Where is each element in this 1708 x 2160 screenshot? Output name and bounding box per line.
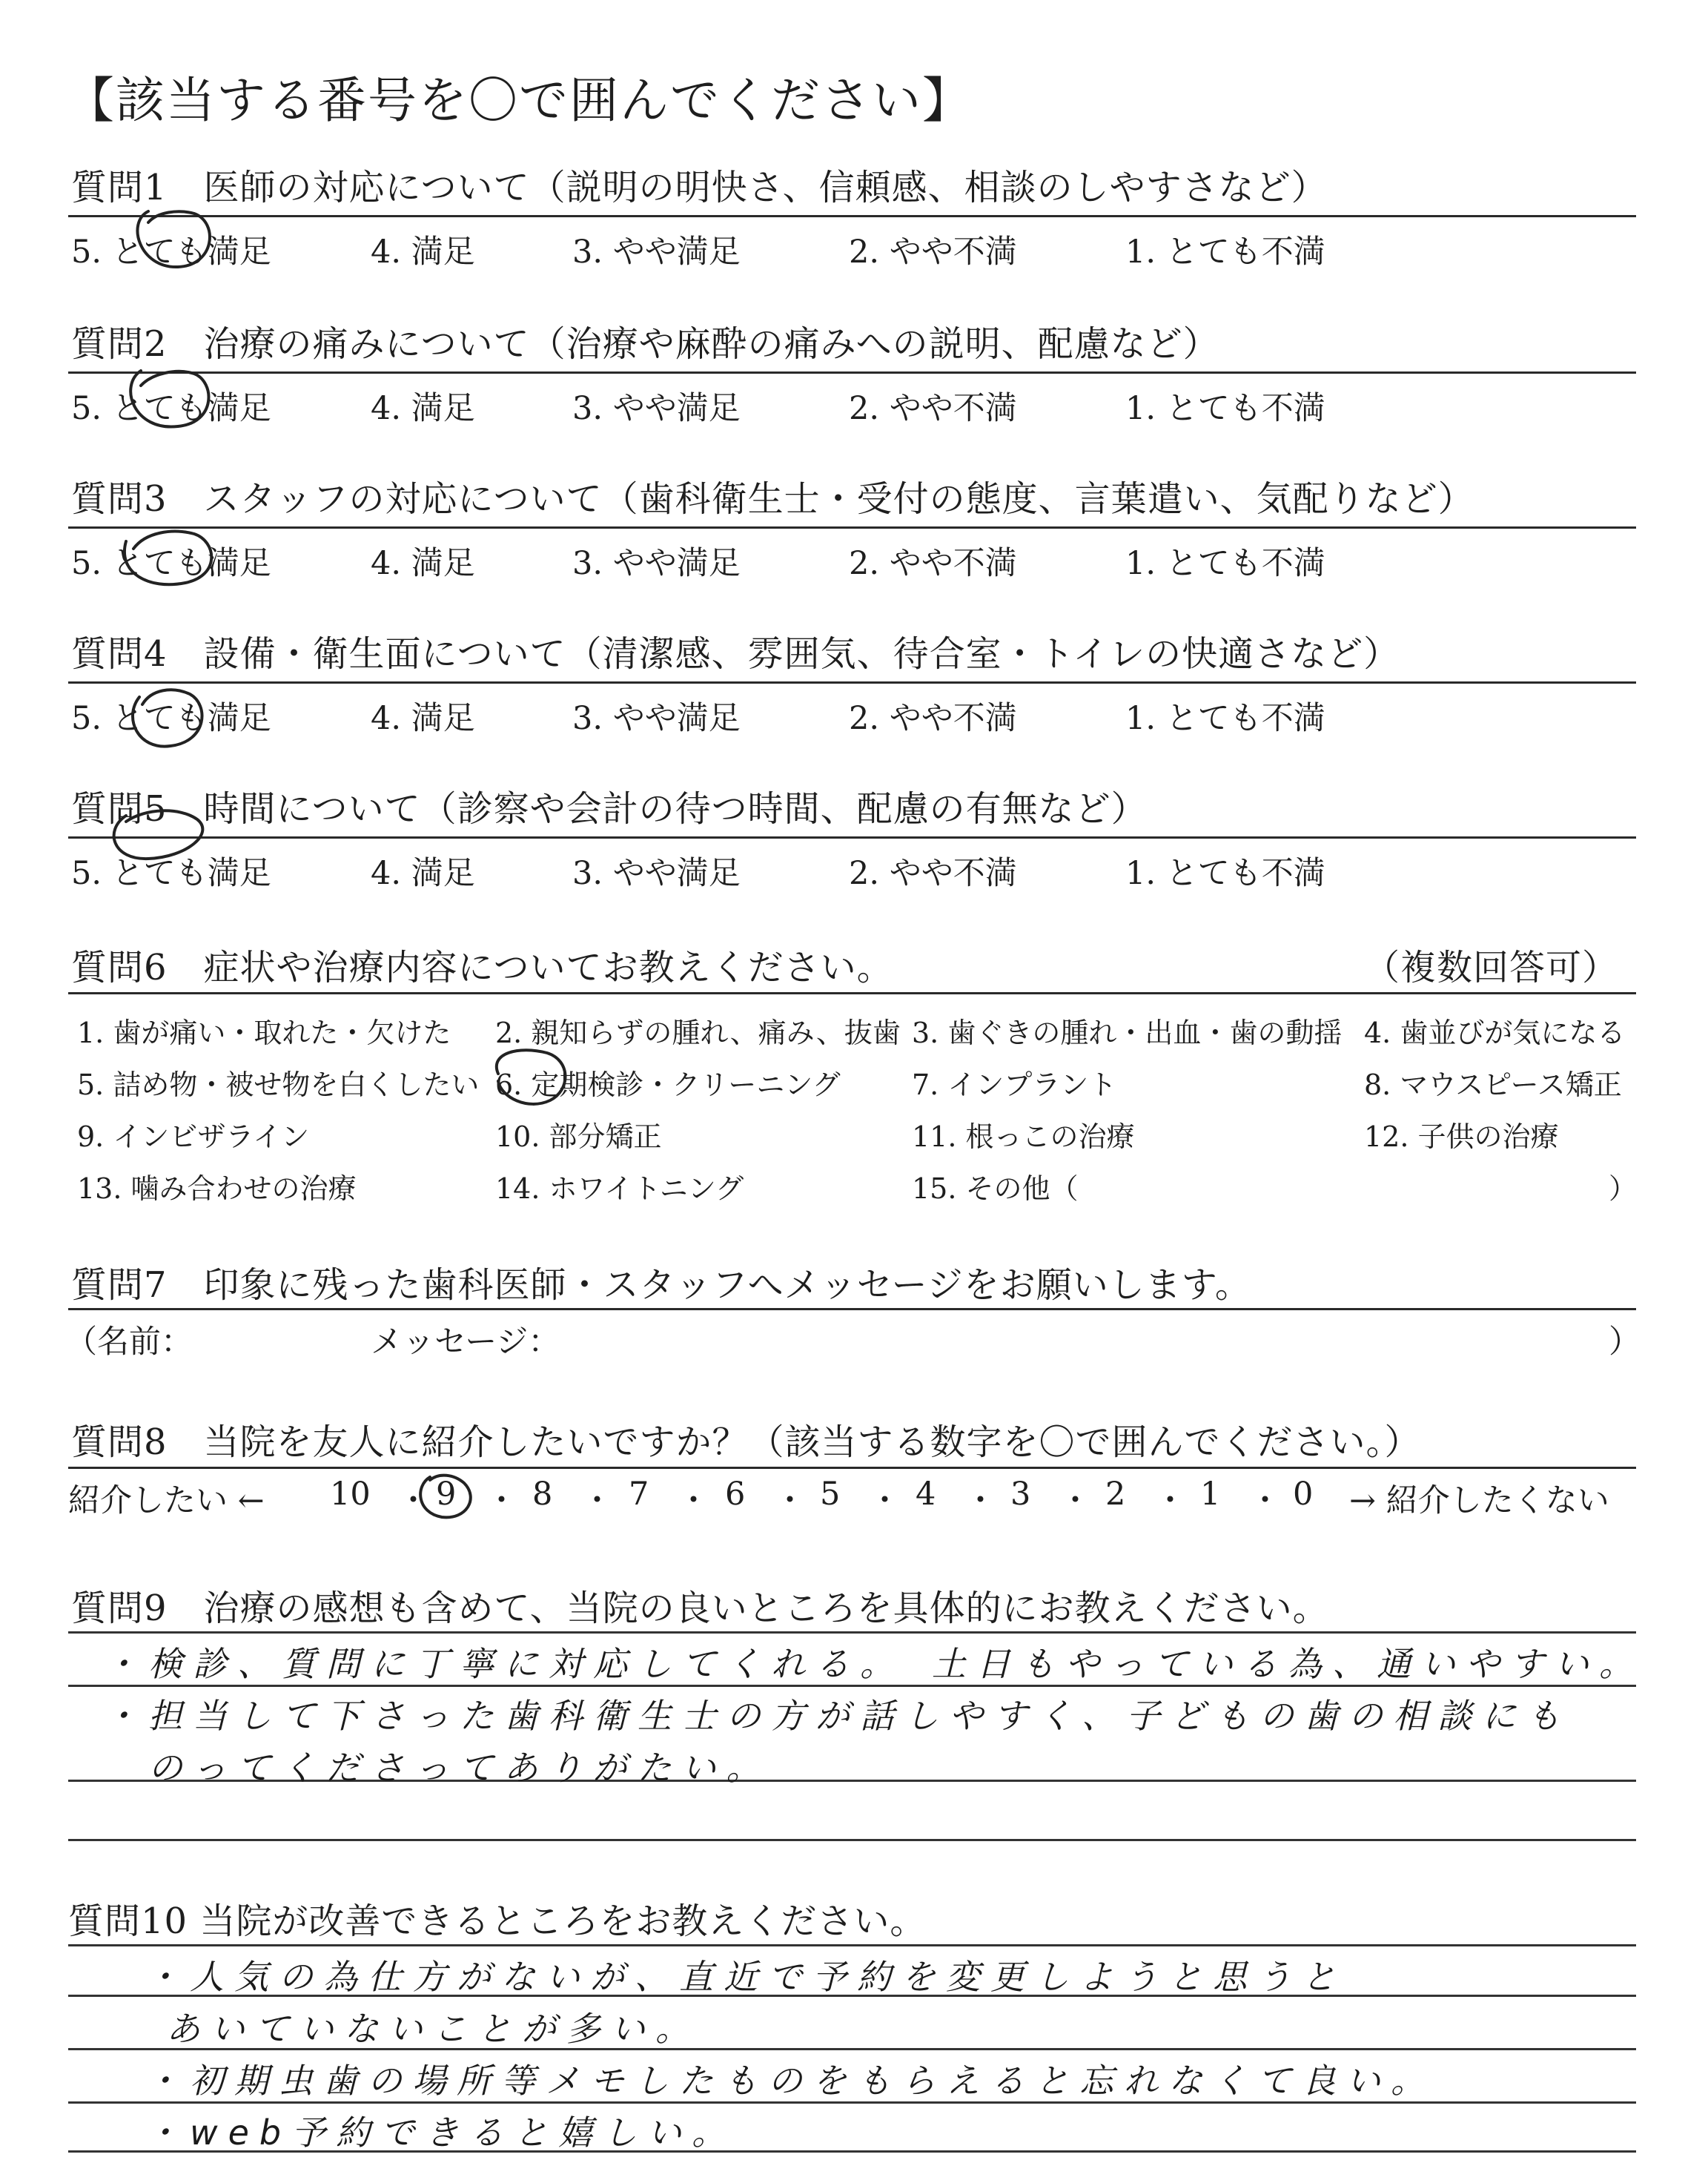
q4-option-1[interactable]: 1. とても不満 <box>1125 700 1325 737</box>
q6-option-12[interactable]: 12. 子供の治療 <box>1364 1120 1559 1153</box>
q6-option-10[interactable]: 10. 部分矯正 <box>495 1120 662 1153</box>
q7-message-label: メッセージ： <box>371 1324 560 1361</box>
question-4-title: 質問4 設備・衛生面について（清潔感、雰囲気、待合室・トイレの快適さなど） <box>71 633 1400 675</box>
q8-number-9[interactable]: 9 <box>436 1476 457 1513</box>
q6-option-2[interactable]: 2. 親知らずの腫れ、痛み、抜歯 <box>495 1017 901 1049</box>
q8-number-0[interactable]: 0 <box>1293 1476 1314 1513</box>
q5-option-3[interactable]: 3. やや満足 <box>572 855 741 892</box>
q1-selection-circle <box>137 211 209 267</box>
q8-number-3[interactable]: 3 <box>1010 1476 1031 1513</box>
form-heading: 【該当する番号を〇で囲んでください】 <box>65 72 973 129</box>
q3-option-2[interactable]: 2. やや不満 <box>849 545 1017 582</box>
q3-option-4[interactable]: 4. 満足 <box>371 545 475 582</box>
q8-dot: ・ <box>1154 1482 1186 1519</box>
q6-option-7[interactable]: 7. インプラント <box>912 1069 1117 1101</box>
q2-option-4[interactable]: 4. 満足 <box>371 390 475 427</box>
q8-number-8[interactable]: 8 <box>532 1476 553 1513</box>
q1-option-1[interactable]: 1. とても不満 <box>1125 234 1325 271</box>
q5-option-5[interactable]: 5. とても満足 <box>71 855 271 892</box>
q9-answer-line-2: ・担当して下さった歯科衛生士の方が話しやすく、子どもの歯の相談にも <box>104 1696 1572 1736</box>
q5-option-1[interactable]: 1. とても不満 <box>1125 855 1325 892</box>
q8-dot: ・ <box>486 1482 517 1519</box>
q3-option-1[interactable]: 1. とても不満 <box>1125 545 1325 582</box>
q8-number-1[interactable]: 1 <box>1200 1476 1221 1513</box>
question-8-title: 質問8 当院を友人に紹介したいですか？（該当する数字を〇で囲んでください。） <box>71 1421 1421 1463</box>
q8-dot: ・ <box>774 1482 806 1519</box>
q7-close-paren: ） <box>1609 1324 1641 1361</box>
q8-scale-right-label: → 紹介したくない <box>1349 1482 1609 1519</box>
q8-dot: ・ <box>397 1482 429 1519</box>
q10-answer-line-4: ・web予約できると嬉しい。 <box>145 2113 737 2153</box>
q2-option-1[interactable]: 1. とても不満 <box>1125 390 1325 427</box>
q6-option-14[interactable]: 14. ホワイトニング <box>495 1172 744 1205</box>
q6-option-8[interactable]: 8. マウスピース矯正 <box>1364 1069 1622 1101</box>
q2-option-3[interactable]: 3. やや満足 <box>572 390 741 427</box>
question-7-title: 質問7 印象に残った歯科医師・スタッフへメッセージをお願いします。 <box>71 1264 1251 1306</box>
q9-answer-line-1: ・検診、質問に丁寧に対応してくれる。 土日もやっている為、通いやすい。 <box>104 1644 1644 1684</box>
question-2-title: 質問2 治療の痛みについて（治療や麻酔の痛みへの説明、配慮など） <box>71 323 1219 365</box>
q1-option-4[interactable]: 4. 満足 <box>371 234 475 271</box>
q8-selection-circle <box>420 1476 471 1518</box>
q6-option-6-circle <box>497 1050 566 1104</box>
q6-option-6[interactable]: 6. 定期検診・クリーニング <box>495 1069 841 1101</box>
question-3-title: 質問3 スタッフの対応について（歯科衛生士・受付の態度、言葉遣い、気配りなど） <box>71 478 1474 520</box>
q8-dot: ・ <box>1249 1482 1281 1519</box>
question-10-title: 質問10 当院が改善できるところをお教えください。 <box>68 1900 927 1942</box>
q8-number-2[interactable]: 2 <box>1105 1476 1126 1513</box>
q4-option-4[interactable]: 4. 満足 <box>371 700 475 737</box>
q4-selection-circle <box>133 690 202 746</box>
q5-selection-circle <box>114 810 203 859</box>
q6-option-11[interactable]: 11. 根っこの治療 <box>912 1120 1135 1153</box>
q3-option-5[interactable]: 5. とても満足 <box>71 545 271 582</box>
q6-option-15-close: ） <box>1609 1172 1638 1205</box>
q8-scale-left-label: 紹介したい ← <box>68 1482 265 1519</box>
q8-number-6[interactable]: 6 <box>725 1476 746 1513</box>
question-9-title: 質問9 治療の感想も含めて、当院の良いところを具体的にお教えください。 <box>71 1588 1329 1629</box>
q10-answer-line-3: ・初期虫歯の場所等メモしたものをもらえると忘れなくて良い。 <box>145 2061 1435 2101</box>
q8-number-7[interactable]: 7 <box>629 1476 649 1513</box>
q5-option-2[interactable]: 2. やや不満 <box>849 855 1017 892</box>
question-1-title: 質問1 医師の対応について（説明の明快さ、信頼感、相談のしやすさなど） <box>71 167 1328 208</box>
q6-option-13[interactable]: 13. 噛み合わせの治療 <box>77 1172 357 1205</box>
q8-number-5[interactable]: 5 <box>820 1476 841 1513</box>
q7-name-label: （名前： <box>65 1324 193 1361</box>
q8-dot: ・ <box>581 1482 613 1519</box>
question-5-title: 質問5 時間について（診察や会計の待つ時間、配慮の有無など） <box>71 788 1148 830</box>
q1-option-5[interactable]: 5. とても満足 <box>71 234 271 271</box>
q6-option-15[interactable]: 15. その他（ <box>912 1172 1079 1205</box>
q8-number-4[interactable]: 4 <box>916 1476 936 1513</box>
q4-option-2[interactable]: 2. やや不満 <box>849 700 1017 737</box>
q8-dot: ・ <box>869 1482 901 1519</box>
q5-option-4[interactable]: 4. 満足 <box>371 855 475 892</box>
q8-dot: ・ <box>1059 1482 1091 1519</box>
q4-option-5[interactable]: 5. とても満足 <box>71 700 271 737</box>
q8-number-10[interactable]: 10 <box>330 1476 371 1513</box>
q1-option-3[interactable]: 3. やや満足 <box>572 234 741 271</box>
q6-option-9[interactable]: 9. インビザライン <box>77 1120 310 1153</box>
q3-selection-circle <box>125 532 211 585</box>
q2-option-2[interactable]: 2. やや不満 <box>849 390 1017 427</box>
q8-dot: ・ <box>678 1482 709 1519</box>
question-6-title: 質問6 症状や治療内容についてお教えください。 <box>71 947 893 988</box>
q10-answer-line-2: あいていないことが多い。 <box>166 2009 700 2049</box>
q8-dot: ・ <box>964 1482 996 1519</box>
q6-option-4[interactable]: 4. 歯並びが気になる <box>1364 1017 1626 1049</box>
q6-option-1[interactable]: 1. 歯が痛い・取れた・欠けた <box>77 1017 451 1049</box>
q4-option-3[interactable]: 3. やや満足 <box>572 700 741 737</box>
q2-option-5[interactable]: 5. とても満足 <box>71 390 271 427</box>
q6-option-3[interactable]: 3. 歯ぐきの腫れ・出血・歯の動揺 <box>912 1017 1343 1049</box>
question-6-note: （複数回答可） <box>1364 947 1619 988</box>
q9-answer-line-3: のってくださってありがたい。 <box>148 1748 771 1788</box>
q1-option-2[interactable]: 2. やや不満 <box>849 234 1017 271</box>
q3-option-3[interactable]: 3. やや満足 <box>572 545 741 582</box>
q6-option-5[interactable]: 5. 詰め物・被せ物を白くしたい <box>77 1069 480 1101</box>
q10-answer-line-1: ・人気の為仕方がないが、直近で予約を変更しようと思うと <box>145 1957 1346 1997</box>
q2-selection-circle <box>130 371 208 427</box>
